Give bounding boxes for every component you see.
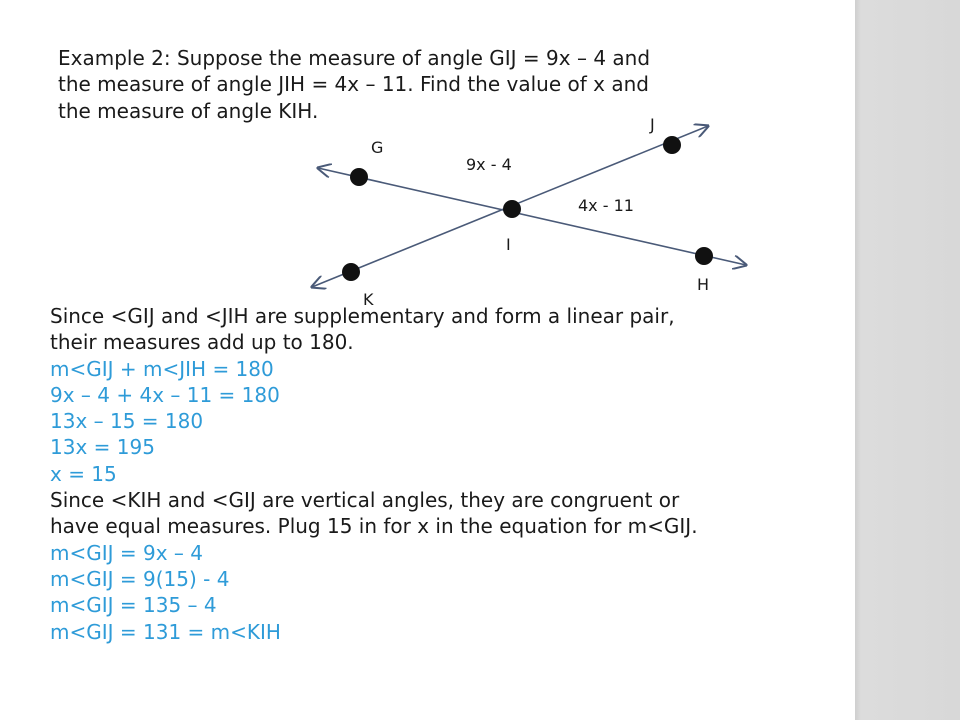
angle-label-gij: 9x - 4	[466, 155, 512, 174]
angle-label-jih: 4x - 11	[578, 196, 634, 215]
solution-line: m<GIJ = 9(15) - 4	[50, 566, 230, 591]
point-g	[350, 168, 368, 186]
point-j	[663, 136, 681, 154]
solution-line: 13x – 15 = 180	[50, 409, 204, 434]
problem-line: Example 2: Suppose the measure of angle GIJ = 9x – 4 and	[58, 46, 651, 70]
solution-line: m<GIJ = 9x – 4	[50, 540, 204, 565]
solution-line: Since <KIH and <GIJ are vertical angles, they are congruent or	[50, 488, 680, 513]
label-g: G	[371, 138, 384, 157]
solution-line: m<GIJ = 135 – 4	[50, 593, 217, 618]
solution-line: m<GIJ = 131 = m<KIH	[50, 619, 281, 644]
label-j: J	[650, 115, 655, 134]
point-i	[503, 200, 521, 218]
label-h: H	[697, 275, 710, 294]
point-h	[695, 247, 713, 265]
line-gh	[318, 168, 746, 265]
solution-line: m<GIJ + m<JIH = 180	[50, 356, 274, 381]
label-i: I	[506, 235, 511, 254]
point-k	[342, 263, 360, 281]
solution-line: have equal measures. Plug 15 in for x in the equation for m<GIJ.	[50, 514, 698, 539]
solution-line: 13x = 195	[50, 435, 155, 460]
solution-line: Since <GIJ and <JIH are supplementary and form a linear pair,	[50, 304, 675, 328]
problem-line: the measure of angle JIH = 4x – 11. Find the value of x and	[58, 72, 649, 97]
label-k: K	[363, 290, 374, 309]
solution-steps	[50, 303, 698, 645]
solution-line: 9x – 4 + 4x – 11 = 180	[50, 382, 280, 407]
solution-line: their measures add up to 180.	[50, 330, 354, 355]
solution-line: x = 15	[50, 461, 117, 486]
problem-line: the measure of angle KIH.	[58, 98, 319, 123]
